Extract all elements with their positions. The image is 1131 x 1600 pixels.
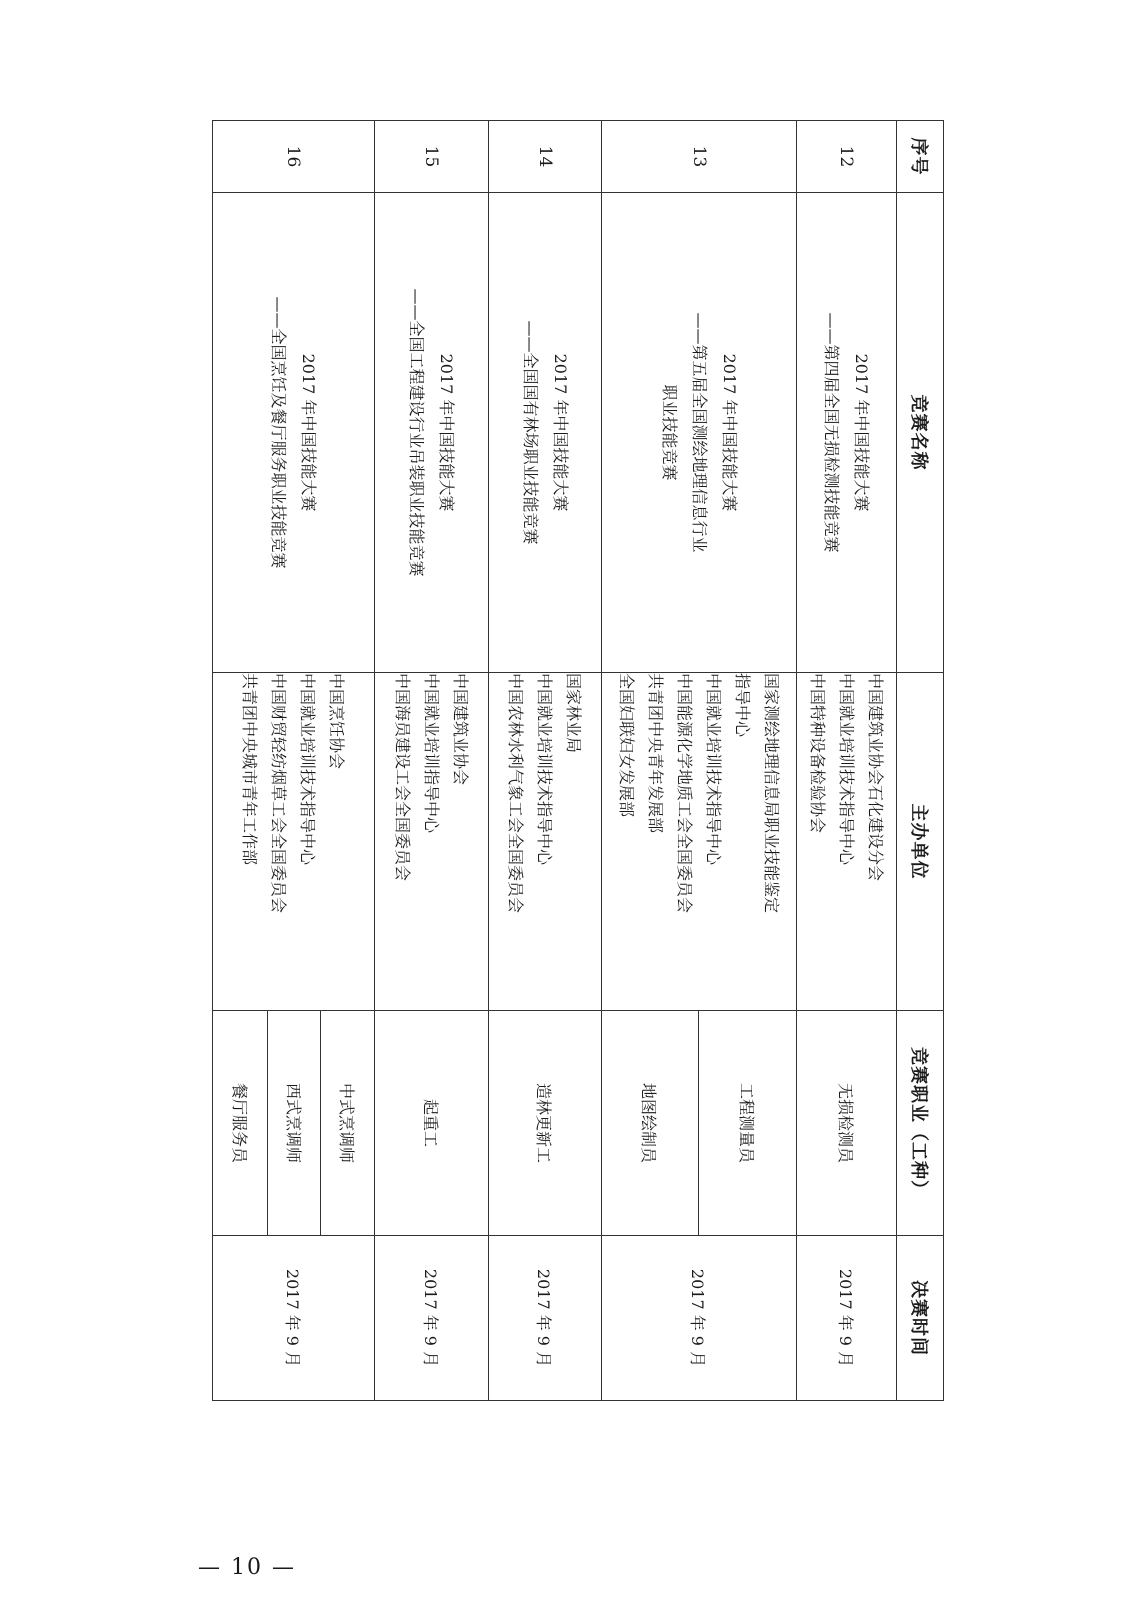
competition-name: 2017 年中国技能大赛 ——第四届全国无损检测技能竞赛 <box>797 193 897 673</box>
occupation-group <box>602 1011 797 1236</box>
row-number: 12 <box>797 121 897 193</box>
organizer-list: 国家林业局 中国就业培训技术指导中心 中国农林水利气象工会全国委员会 <box>489 673 602 1011</box>
organizer-list: 中国建筑业协会石化建设分会 中国就业培训技术指导中心 中国特种设备检验协会 <box>797 673 897 1011</box>
occupation: 起重工 <box>375 1011 489 1236</box>
organizer-list: 国家测绘地理信息局职业技能鉴定 指导中心 中国就业培训技术指导中心 中国能源化学地质工会全国委员会 共青团中央青年发展部 全国妇联妇女发展部 <box>602 673 797 1011</box>
row-number: 14 <box>489 121 602 193</box>
occupation: 地图绘制员 <box>602 1011 699 1235</box>
competition-name: 2017 年中国技能大赛 ——全国国有林场职业技能竞赛 <box>489 193 602 673</box>
final-time: 2017 年 9 月 <box>489 1236 602 1401</box>
occupation: 餐厅服务员 <box>214 1011 269 1235</box>
header-organizer: 主办单位 <box>897 673 944 1011</box>
table-row <box>602 121 797 1401</box>
final-time: 2017 年 9 月 <box>797 1236 897 1401</box>
table-row <box>797 121 897 1401</box>
page-number: — 10 — <box>198 1555 296 1580</box>
header-occupation: 竞赛职业（工种） <box>897 1011 944 1236</box>
table-row <box>375 121 489 1401</box>
table-row <box>213 121 375 1401</box>
occupation: 西式烹调师 <box>269 1011 322 1235</box>
competition-name: 2017 年中国技能大赛 ——第五届全国测绘地理信息行业 职业技能竞赛 <box>602 193 797 673</box>
row-number: 16 <box>213 121 375 193</box>
competition-table <box>212 120 944 1401</box>
table-row <box>489 121 602 1401</box>
organizer-list: 中国烹饪协会 中国就业培训技术指导中心 中国财贸轻纺烟草工会全国委员会 共青团中央城市青年工作部 <box>213 673 375 1011</box>
final-time: 2017 年 9 月 <box>602 1236 797 1401</box>
occupation: 中式烹调师 <box>337 1082 356 1163</box>
competition-name: 2017 年中国技能大赛 ——全国工程建设行业吊装职业技能竞赛 <box>375 193 489 673</box>
occupation-group <box>213 1011 375 1236</box>
occupation: 工程测量员 <box>737 1082 756 1163</box>
table-header-row <box>897 121 944 1401</box>
header-final-time: 决赛时间 <box>897 1236 944 1401</box>
final-time: 2017 年 9 月 <box>375 1236 489 1401</box>
header-no: 序号 <box>897 121 944 193</box>
row-number: 15 <box>375 121 489 193</box>
competition-name: 2017 年中国技能大赛 ——全国烹饪及餐厅服务职业技能竞赛 <box>213 193 375 673</box>
header-name: 竞赛名称 <box>897 193 944 673</box>
rotated-table-stage <box>214 120 944 1400</box>
organizer-list: 中国建筑业协会 中国就业培训指导中心 中国海员建设工会全国委员会 <box>375 673 489 1011</box>
row-number: 13 <box>602 121 797 193</box>
final-time: 2017 年 9 月 <box>213 1236 375 1401</box>
occupation: 无损检测员 <box>797 1011 897 1236</box>
occupation: 造林更新工 <box>489 1011 602 1236</box>
